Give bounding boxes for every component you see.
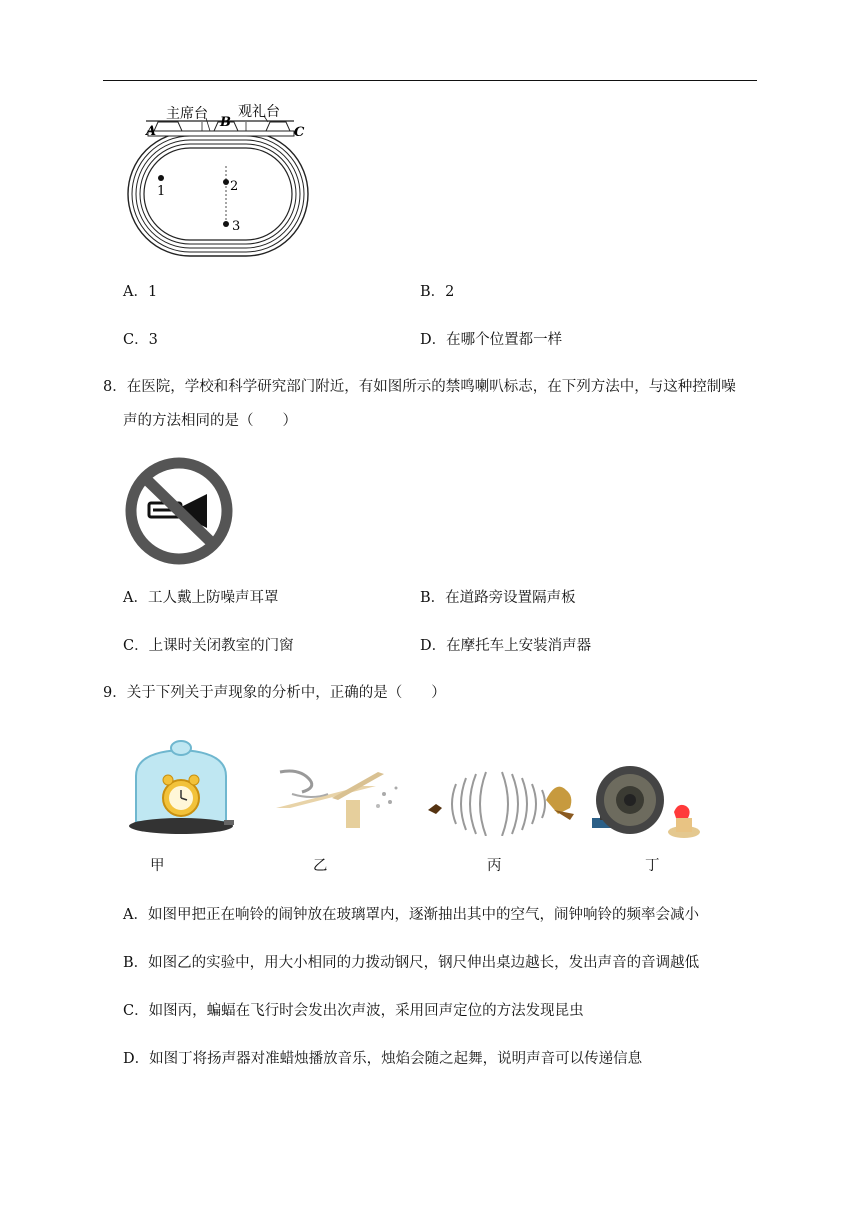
caption-yi: 乙 (313, 858, 328, 874)
q9-stem: 9．关于下列关于声现象的分析中，正确的是（ ） (103, 685, 446, 701)
q8-stem-line1: 8．在医院，学校和科学研究部门附近，有如图所示的禁鸣喇叭标志，在下列方法中，与这种控制噪 (103, 379, 736, 395)
point-a-label: A (146, 124, 157, 139)
q9-option-d[interactable]: D．如图丁将扬声器对准蜡烛播放音乐，烛焰会随之起舞，说明声音可以传递信息 (123, 1051, 643, 1067)
ruler-on-table-image (272, 764, 404, 830)
position-1-label: 1 (157, 184, 166, 199)
position-3-label: 3 (232, 219, 241, 234)
q7-option-a[interactable]: A．1 (123, 284, 158, 300)
track-diagram (118, 100, 318, 262)
label-main-stand: 主席台 (166, 106, 208, 122)
bell-jar-clock-image (126, 736, 236, 838)
q8-option-a[interactable]: A．工人戴上防噪声耳罩 (123, 590, 279, 606)
speaker-candle-image (588, 762, 706, 842)
point-b-label: B (220, 115, 231, 130)
bat-echolocation-image (424, 766, 580, 836)
q7-option-c[interactable]: C．3 (123, 332, 158, 348)
no-horn-sign-icon (123, 456, 235, 566)
q7-option-b[interactable]: B．2 (420, 284, 455, 300)
q8-option-c[interactable]: C．上课时关闭教室的门窗 (123, 638, 294, 654)
caption-bing: 丙 (487, 858, 502, 874)
caption-ding: 丁 (645, 858, 660, 874)
q9-option-a[interactable]: A．如图甲把正在响铃的闹钟放在玻璃罩内，逐渐抽出其中的空气，闹钟响铃的频率会减小 (123, 907, 699, 923)
q8-option-b[interactable]: B．在道路旁设置隔声板 (420, 590, 576, 606)
q9-option-c[interactable]: C．如图丙，蝙蝠在飞行时会发出次声波，采用回声定位的方法发现昆虫 (123, 1003, 584, 1019)
label-view-stand: 观礼台 (238, 104, 280, 120)
q7-option-d[interactable]: D．在哪个位置都一样 (420, 332, 563, 348)
caption-jia: 甲 (150, 858, 165, 874)
q8-option-d[interactable]: D．在摩托车上安装消声器 (420, 638, 592, 654)
header-rule (103, 80, 757, 81)
q9-option-b[interactable]: B．如图乙的实验中，用大小相同的力拨动钢尺，钢尺伸出桌边越长，发出声音的音调越低 (123, 955, 700, 971)
position-2-label: 2 (230, 179, 239, 194)
point-c-label: C (294, 125, 305, 140)
q8-stem-line2: 声的方法相同的是（ ） (123, 413, 297, 429)
